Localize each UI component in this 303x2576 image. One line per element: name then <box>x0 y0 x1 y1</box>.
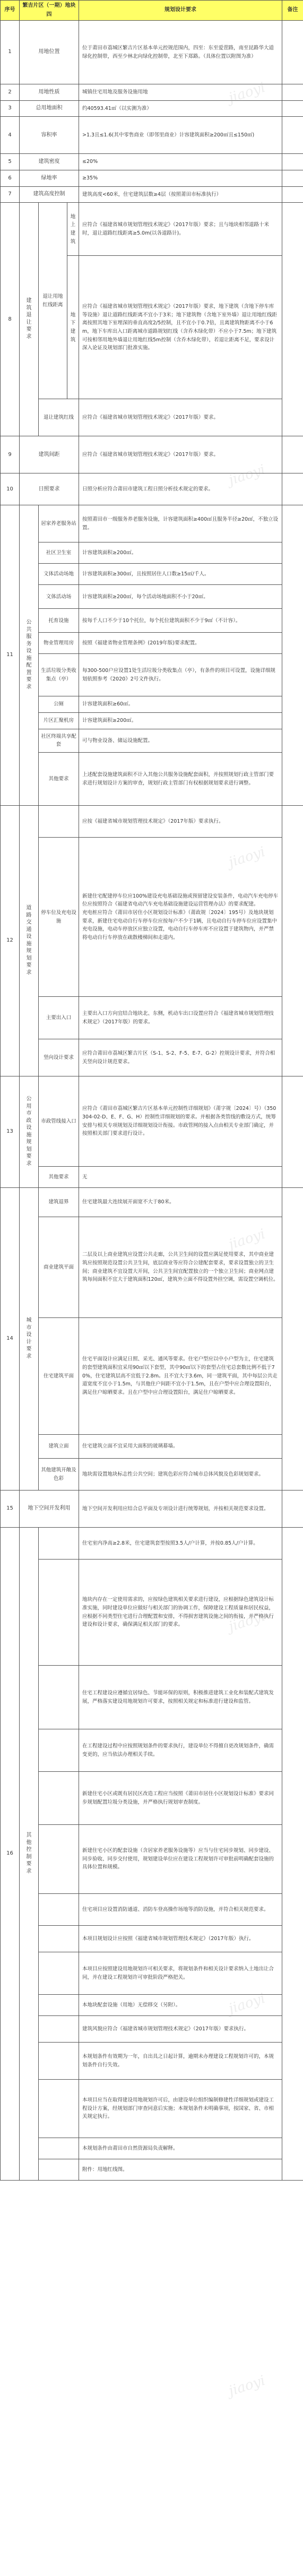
other-category: 其他控制要求 <box>20 1528 39 2181</box>
row-number: 5 <box>1 154 20 170</box>
urban-item-text: 住宅建筑立面不宜采用大面积的玻璃幕墙。 <box>79 1435 282 1459</box>
urban-item-label: 其他建筑开敞及色彩 <box>39 1459 79 1491</box>
row-item: 建筑高度控制 <box>20 186 79 203</box>
public-item-text: 按每千人口不少于10个托位，每个托位建筑面积不少于9㎡（不计容）。 <box>79 609 282 633</box>
table-row <box>1 729 303 752</box>
watermark-logo: jiaoyi <box>227 1608 267 1635</box>
row-number: 2 <box>1 84 20 101</box>
header-remark: 备注 <box>282 1 303 21</box>
row-number: 1 <box>1 21 20 84</box>
table-row <box>1 806 303 838</box>
table-row <box>1 186 303 203</box>
public-category: 公共服务设施配置要求 <box>20 505 39 806</box>
traffic-item-label: 停车位及充电设施 <box>39 838 79 997</box>
table-row <box>1 1666 303 1729</box>
traffic-item-label: 主要出入口 <box>39 997 79 1039</box>
header-requirement: 规划设计要求 <box>79 1 282 21</box>
table-row <box>1 2159 303 2181</box>
table-row <box>1 1926 303 1952</box>
row-remark <box>282 186 303 203</box>
public-item-text: 计容建筑面积≥300㎡，且按照居住人口数≥15㎡/千人。 <box>79 564 282 585</box>
table-row <box>1 1435 303 1459</box>
public-item-label: 公厕 <box>39 696 79 713</box>
other-item-text: 在工程建设过程中应按照规划条件的要求执行，建设单位不得擅自更改规划条件，确需变更的，应当依法办理相关手续。 <box>79 1729 282 1772</box>
utility-facilities-section <box>1 1076 303 1188</box>
row-number: 7 <box>1 186 20 203</box>
urban-design-section <box>1 1188 303 1491</box>
row-number: 9 <box>1 436 20 473</box>
public-item-text: 按照莆田市一级服务养老服务设施，计容建筑面积≥400㎡且服务半径≥20㎡，不独立设置。 <box>79 505 282 542</box>
table-row <box>1 542 303 564</box>
row-remark <box>282 154 303 170</box>
other-item-label <box>39 1528 79 1560</box>
public-item-text: 计容建筑面积≥200㎡，每个活动场地面积不小于20㎡。 <box>79 585 282 609</box>
setback-building-label: 退让建筑红线 <box>39 399 79 436</box>
table-row <box>1 1076 303 1167</box>
row-remark <box>282 505 303 806</box>
row-requirement: 约40593.41㎡（以实测为准） <box>79 100 282 117</box>
row-item: 容积率 <box>20 117 79 154</box>
row-number: 13 <box>1 1076 20 1188</box>
other-item-text: 住宅室内净高≥2.8米，住宅建筑套型按照3.5人/户计算，并按0.85人/户计算。 <box>79 1528 282 1560</box>
row-remark <box>282 436 303 473</box>
table-row <box>1 1217 303 1318</box>
setback-ground-sub: 退让用地红线距离 <box>39 203 67 399</box>
public-item-text: 计容建筑面积≥60㎡。 <box>79 696 282 713</box>
other-item-text: 本规划条件由莆田市自然资源局负责解释。 <box>79 2138 282 2159</box>
setback-building-text: 应符合《福建省城市规划管理技术规定》（2017年版）要求。 <box>79 399 282 436</box>
other-item-label <box>39 1729 79 1772</box>
other-item-text: 本规划条件有效期为一年，自出具之日起计算，逾期未办理建设工程规划许可的，本规划条件自行失效。 <box>79 2043 282 2080</box>
header-seq: 序号 <box>1 1 20 21</box>
table-row <box>1 84 303 101</box>
table-row <box>1 2016 303 2043</box>
table-row <box>1 753 303 806</box>
row-item: 用地位置 <box>20 21 79 84</box>
other-item-text: 本项目应当在取得建设用地规划许可后，由建设单位组织编制修建性详细规划或建设工程设计方案，经规划部门审查同意后实施；本规划条件未明确事项，按国家、省、市相关规定执行。 <box>79 2080 282 2138</box>
watermark-logo: jiaoyi <box>227 1226 267 1253</box>
row-item: 绿地率 <box>20 170 79 187</box>
row-requirement: 位于莆田市荔城区繁吉片区基本单元控规范围内，四至：东至爱萱路，南至昆路华大道绿化控制带，西至少林北向绿化控制带，北至下郑路。（具体位置以附图为准） <box>79 21 282 84</box>
public-item-label: 社区终端共享配套 <box>39 729 79 752</box>
row-requirement: 日照分析应符合莆田市建筑工程日照分析技术规定的要求。 <box>79 473 282 505</box>
other-item-label <box>39 1894 79 1926</box>
row-number: 12 <box>1 806 20 1076</box>
table-row <box>1 154 303 170</box>
public-item-label: 文体活动场地 <box>39 564 79 585</box>
other-item-text: 本项目规划设计应按照《福建省城市规划管理技术规定》（2017年版）执行。 <box>79 1926 282 1952</box>
row-remark <box>282 84 303 101</box>
table-row <box>1 1995 303 2016</box>
urban-item-text: 二层及以上商业建筑应设置公共走廊，公共卫生间的设置应满足使用要求，其中商业建筑应按照规范设置公共卫生间，底层商业等应符合公建配套要求，要求设置独立的卫生间；商业建筑不宜设置大开间，公共卫生间宜配置独立的一个独立卫生间；商业网点建筑每间面积不宜大于建筑面积120㎡，建筑外立面不得设置外挂空调，需设置空调机位。 <box>79 1217 282 1318</box>
public-item-label: 文体活动场 <box>39 585 79 609</box>
row-requirement: ≥35% <box>79 170 282 187</box>
watermark-logo: jiaoyi <box>227 2372 267 2400</box>
row-requirement: ≤20% <box>79 154 282 170</box>
row-item: 建筑间距 <box>20 436 79 473</box>
table-row <box>1 1039 303 1076</box>
row-remark <box>282 1491 303 1528</box>
watermark-logo: jiaoyi <box>227 461 267 489</box>
other-item-text: 建筑风貌应符合《福建省城市规划管理技术规定》（2017年版）要求执行。 <box>79 2016 282 2043</box>
traffic-item-text: 应按《福建省城市规划管理技术规定》（2017年版）要求执行。 <box>79 806 282 838</box>
other-item-text: 本项目应按照建设用地规划许可相关要求，将规划条件和相关设计要求纳入土地出让合同，并在建设工程规划许可审批阶段严格把关。 <box>79 1952 282 1995</box>
row-number: 8 <box>1 203 20 436</box>
table-row <box>1 838 303 997</box>
table-row <box>1 1729 303 1772</box>
utility-item-label: 其他要求 <box>39 1167 79 1188</box>
row-remark <box>282 806 303 1076</box>
traffic-facilities-section <box>1 806 303 1076</box>
row-number: 14 <box>1 1188 20 1491</box>
utility-item-label: 市政管线接入口 <box>39 1076 79 1167</box>
row-number: 11 <box>1 505 20 806</box>
watermark-logo: jiaoyi <box>227 79 267 107</box>
other-item-label <box>39 1666 79 1729</box>
row-requirement: >1.3且≤1.6(其中零售商业（即邻里商业）计容建筑面积≥200㎡且≤150㎡) <box>79 117 282 154</box>
other-item-text: 新建住宅小区的配套设施（含居家养老服务设施等）应当与住宅同步规划、同步建设、同步验收、同步交付使用，规划建设单位应在建设工程规划许可审批前明确配套设施的具体位置和规模。 <box>79 1825 282 1894</box>
other-item-label <box>39 1952 79 1995</box>
table-row <box>1 1952 303 1995</box>
urban-item-text: 住宅平面设计应满足日照、采光、通风等要求。住宅户型应以中小户型为主，住宅建筑的套型建筑面积宜采用90㎡以下套型，其中90㎡以下的套型占住宅总套数比例不低于70%，住宅建筑层高不宜低于2.8m。且不宜大于3.6m，同一建筑平面，其中每层公共走道宽度不宜小于1.5m，与其他住户间距不宜小于1.5m，且在户型中应合理设置阳台，满足住户晾晒要求。且在户型中应合理设置阳台，满足住户晾晒要求。 <box>79 1318 282 1435</box>
row-remark <box>282 170 303 187</box>
row-requirement: 应符合《福建省城市规划管理技术规定》（2017年版）要求。 <box>79 436 282 473</box>
public-item-text: 计容建筑面积≥200㎡。 <box>79 713 282 729</box>
other-item-label <box>39 2138 79 2159</box>
table-row <box>1 1491 303 1528</box>
public-item-label: 片区汇聚机房 <box>39 713 79 729</box>
table-row <box>1 399 303 436</box>
table-row <box>1 564 303 585</box>
table-row <box>1 100 303 117</box>
row-item: 地下空间开发利用 <box>20 1491 79 1528</box>
table-row <box>1 1167 303 1188</box>
table-row <box>1 1318 303 1435</box>
table-row <box>1 1560 303 1666</box>
table-row <box>1 505 303 542</box>
row-number: 15 <box>1 1491 20 1528</box>
public-item-label: 居家养老服务站 <box>39 505 79 542</box>
row-number: 4 <box>1 117 20 154</box>
underground-section <box>1 1491 303 1528</box>
table-row <box>1 1772 303 1825</box>
utility-category: 公用市政设施规划要求 <box>20 1076 39 1188</box>
table-row <box>1 170 303 187</box>
row-remark <box>282 203 303 436</box>
other-item-label <box>39 2043 79 2080</box>
table-row <box>1 609 303 633</box>
other-item-label <box>39 1772 79 1825</box>
urban-category: 城市设计要求 <box>20 1188 39 1491</box>
table-row <box>1 21 303 84</box>
row-remark <box>282 473 303 505</box>
other-item-label <box>39 1560 79 1666</box>
row-remark <box>282 117 303 154</box>
row-number: 10 <box>1 473 20 505</box>
table-row <box>1 436 303 473</box>
row-item: 用地性质 <box>20 84 79 101</box>
table-row <box>1 1825 303 1894</box>
table-row <box>1 2138 303 2159</box>
urban-item-text: 地块需设置地块标志性公共空间；建筑色彩应符合城市总体风貌及色彩规划要求。 <box>79 1459 282 1491</box>
table-row <box>1 1894 303 1926</box>
setback-below-text: 应符合《福建省城市规划管理技术规定》（2017年版）要求，地下建筑（含地下停车库等设施）退让道路红线距离不宜小于3米；地下建筑物（含地下室外墙）退让用地红线距离按照其地下室埋深的垂直高度2/5控制，且不宜小于0.7倍，且离建筑物距离不小于6m，地下车库出入口距离城市道路规划红线（含乔木绿化带）不应小于7.5m；地下建筑可按相邻用地外墙退让用地红线5m控制（含乔木绿化带），若退让距离不足，要求设计深入论证及规划部门批准实施。 <box>79 256 282 399</box>
urban-item-text: 住宅建筑最大连续展开面宽不大于80米。 <box>79 1188 282 1217</box>
traffic-item-label <box>39 806 79 838</box>
table-row <box>1 1459 303 1491</box>
public-item-label: 物业管理用房 <box>39 633 79 654</box>
row-remark <box>282 1188 303 1491</box>
urban-item-label: 住宅建筑平面 <box>39 1318 79 1435</box>
row-remark <box>282 21 303 84</box>
row-requirement: 地下空间开发利用应结合总平面及专项设计进行统筹规划，并按相关规范要求设置。 <box>79 1491 282 1528</box>
row-item: 总用地面积 <box>20 100 79 117</box>
other-item-label <box>39 2016 79 2043</box>
other-item-text: 住宅工程建设应遵循宜居绿色、节能环保的原则，积极推进建筑工业化和装配式建筑发展，严格落实建设用地规划许可要求，按照相关规定和标准进行建设和监管。 <box>79 1666 282 1729</box>
row-remark <box>282 1076 303 1188</box>
row-requirement: 建筑高度<60米，住宅建筑层数≥4层（按照莆田市标准执行） <box>79 186 282 203</box>
table-row <box>1 2043 303 2080</box>
public-item-label: 社区卫生室 <box>39 542 79 564</box>
other-item-text: 本地块配套设施（用地）无偿移交（另附）。 <box>79 1995 282 2016</box>
row-number: 6 <box>1 170 20 187</box>
setback-above-text: 应符合《福建省城市规划管理技术规定》（2017年版）要求；且与地块相邻道路十米时，退让道路红线距离≥5.0m(以各道路计)。 <box>79 203 282 256</box>
public-item-text: 计容建筑面积≥200㎡。 <box>79 542 282 564</box>
row-remark <box>282 100 303 117</box>
table-row <box>1 654 303 696</box>
traffic-item-text: 应符合莆田市荔城区繁吉片区（S-1、S-2、F-5、E-7、G-2）控规设计要求，并符合相关竖向设计规范要求。 <box>79 1039 282 1076</box>
table-row <box>1 203 303 256</box>
header-zone: 繁吉片区（一期）地块四 <box>20 1 79 21</box>
urban-item-label: 建筑立面 <box>39 1435 79 1459</box>
other-item-label <box>39 2159 79 2181</box>
other-controls-section <box>1 1528 303 2181</box>
other-item-text: 住宅项目应设置消防通道、消防车登高操作场地等消防设施，并符合相关规范要求。 <box>79 1894 282 1926</box>
row-remark <box>282 1528 303 2181</box>
setback-below-label: 地下建筑 <box>67 256 79 399</box>
public-item-text: 上述配套设施建筑面积不计入其他公共服务设施配套面积，并按照规划行政主管部门要求进行规划设计方案的审查，规划行政主管部门有权根据规划要求进行调整。 <box>79 753 282 806</box>
table-header-row <box>1 1 303 21</box>
other-item-label <box>39 1825 79 1894</box>
table-row <box>1 633 303 654</box>
public-facilities-section <box>1 505 303 806</box>
table-row <box>1 473 303 505</box>
table-row <box>1 696 303 713</box>
urban-item-label: 商业建筑平面 <box>39 1217 79 1318</box>
traffic-item-label: 竖向设计要求 <box>39 1039 79 1076</box>
public-item-label: 托育设施 <box>39 609 79 633</box>
row-number: 3 <box>1 100 20 117</box>
table-row <box>1 2080 303 2138</box>
watermark-logo: jiaoyi <box>227 843 267 871</box>
public-item-text: 可与物业设备、储运设施配置。 <box>79 729 282 752</box>
table-row <box>1 997 303 1039</box>
table-row <box>1 1528 303 1560</box>
other-item-text: 新建住宅小区或既有居民区改造工程应当按照《莆田市居住小区规划设计标准》要求同步规划配置垃圾分类设施，并严格执行规划审查制度。 <box>79 1772 282 1825</box>
traffic-category: 道路交通设施规划要求 <box>20 806 39 1076</box>
table-row <box>1 1188 303 1217</box>
public-item-label: 其他要求 <box>39 753 79 806</box>
urban-item-label: 建筑退界 <box>39 1188 79 1217</box>
other-item-label <box>39 1995 79 2016</box>
traffic-item-text: 主要出入口方向宜结合地块北、东侧，机动车出口设置应符合《福建省城市规划管理技术规定》（2017年版）的要求。 <box>79 997 282 1039</box>
traffic-item-text: 新建住宅配建停车位应100%建设充电基础设施或预留建设安装条件，电动汽车充电停车位应按照符合《福建省电动汽车充电基础设施建设运营管理办法》的要求配建。 充电桩应符合《莆田市居住小区规划设计标准》（莆政规〔2024〕195号）及地块规划要求，新建住宅电动自行车停车位应按每户不少于1辆，且电动自行车停车位应设置集中充电设施，电动车停放区应独立设置，电动自行车停车库不应设置于建筑物内，并严禁将电动自行车停放在疏散楼梯间和走道内。 <box>79 838 282 997</box>
other-item-label <box>39 1926 79 1952</box>
table-row <box>1 713 303 729</box>
setback-above-label: 地上建筑 <box>67 203 79 256</box>
public-item-label: 生活垃圾分类收集点（亭） <box>39 654 79 696</box>
public-item-text: 每300-500户应设置1处生活垃圾分类收集点（亭），有条件的项目可设置，设施详细规划依照参考《2020》2号文件执行。 <box>79 654 282 696</box>
other-item-label <box>39 2080 79 2138</box>
table-row <box>1 585 303 609</box>
row-item: 建筑密度 <box>20 154 79 170</box>
utility-item-text: 应符合《莆田市荔城区繁吉片区基本单元控制性详细规划》（莆字规〔2024〕号）（350304-02-D、E、F、G、H）控制性详细规划的要求。并根据各类管线的敷设方式，统筹安排与相关专项规划及详细规划设计衔接。市政管网的接入点由相关专业部门确定，并按照相关部门要求进行设计。 <box>79 1076 282 1167</box>
table-row <box>1 117 303 154</box>
utility-item-text: 无 <box>79 1167 282 1188</box>
setback-category: 建筑退让要求 <box>20 203 39 436</box>
public-item-text: 按照《福建省物业管理条例》(2019年版)要求配置。 <box>79 633 282 654</box>
row-item: 日照要求 <box>20 473 79 505</box>
row-requirement: 城镇住宅用地及服务设施用地 <box>79 84 282 101</box>
row-number: 16 <box>1 1528 20 2181</box>
watermark-logo: jiaoyi <box>227 1990 267 2018</box>
other-item-text: 附件：用地红线图。 <box>79 2159 282 2181</box>
other-item-text: 地块内存在一定使用需求的，应按绿色建筑相关要求进行建设，应根据绿色建筑设计标准实施，同时建设单位应做好与相关部门的协调工作，保障建设工程质量和居民权益，应根据不同类型住宅进行合理配置和安排，不得损害建筑设施之间的衔接，并严格执行建设和设计要求，确保满足相关部门的要求。 <box>79 1560 282 1666</box>
